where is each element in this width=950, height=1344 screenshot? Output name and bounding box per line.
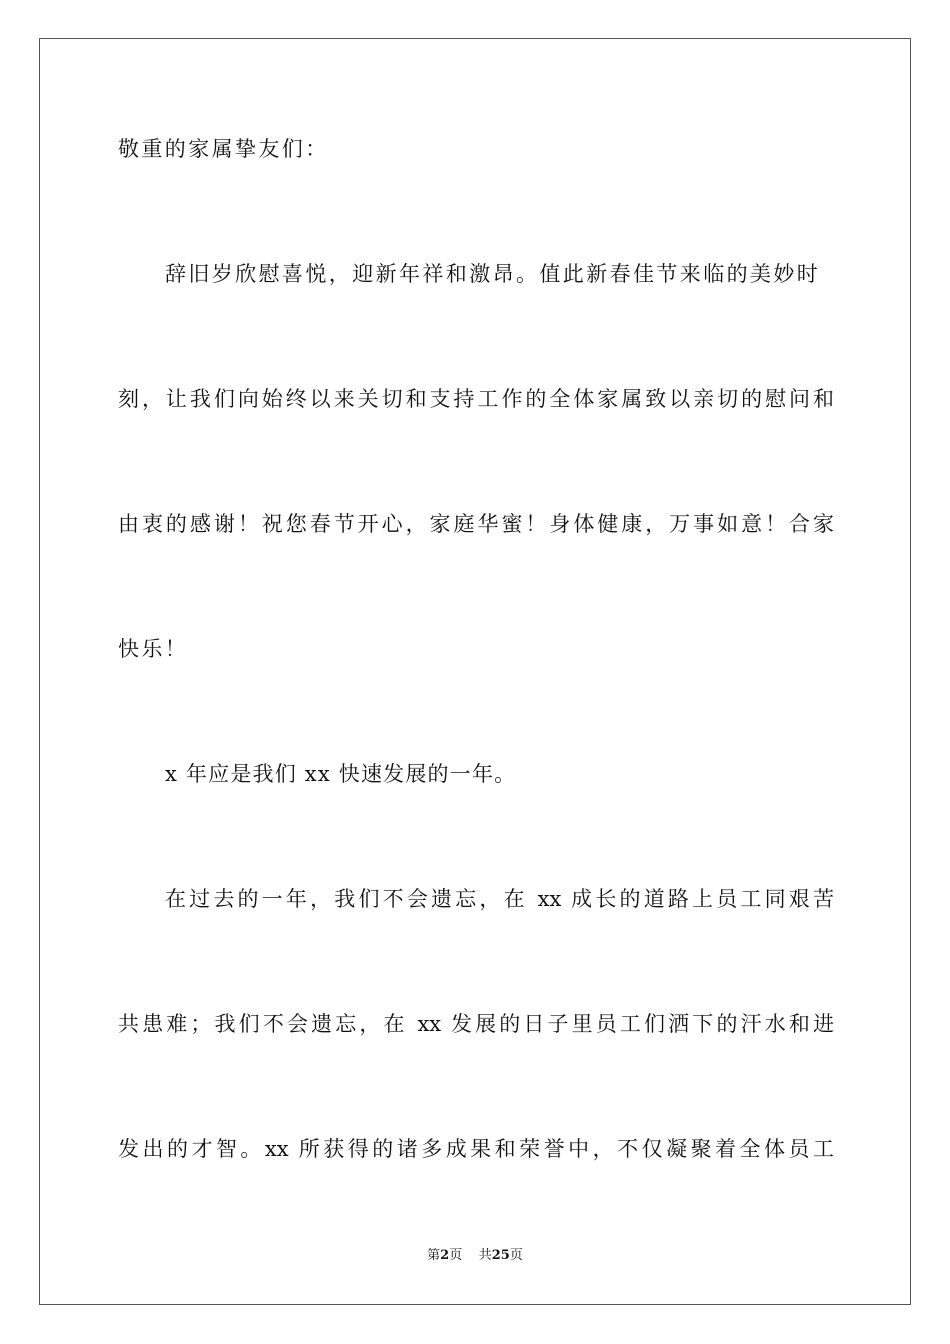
total-suffix: 页	[509, 1248, 523, 1263]
page-total: 25	[491, 1248, 510, 1263]
page-footer	[0, 1247, 950, 1265]
page-prefix: 第	[427, 1248, 441, 1263]
page-suffix: 页	[449, 1248, 463, 1263]
paragraph-line-1: 辞旧岁欣慰喜悦，迎新年祥和激昂。值此新春佳节来临的美妙时	[165, 262, 821, 286]
paragraph-line-8: 发出的才智。xx 所获得的诸多成果和荣誉中，不仅凝聚着全体员工	[118, 1137, 834, 1161]
paragraph-line-2: 刻，让我们向始终以来关切和支持工作的全体家属致以亲切的慰问和	[118, 387, 834, 411]
salutation: 敬重的家属挚友们：	[118, 137, 329, 161]
paragraph-line-4: 快乐！	[118, 637, 189, 661]
paragraph-line-6: 在过去的一年，我们不会遗忘，在 xx 成长的道路上员工同艰苦	[165, 887, 834, 911]
paragraph-line-5: x 年应是我们 xx 快速发展的一年。	[165, 762, 517, 786]
page-frame	[39, 38, 911, 1305]
paragraph-line-3: 由衷的感谢！祝您春节开心，家庭华蜜！身体健康，万事如意！合家	[118, 512, 834, 536]
total-prefix: 共	[478, 1248, 492, 1263]
paragraph-line-7: 共患难；我们不会遗忘，在 xx 发展的日子里员工们洒下的汗水和进	[118, 1012, 834, 1036]
page-current: 2	[440, 1248, 450, 1263]
